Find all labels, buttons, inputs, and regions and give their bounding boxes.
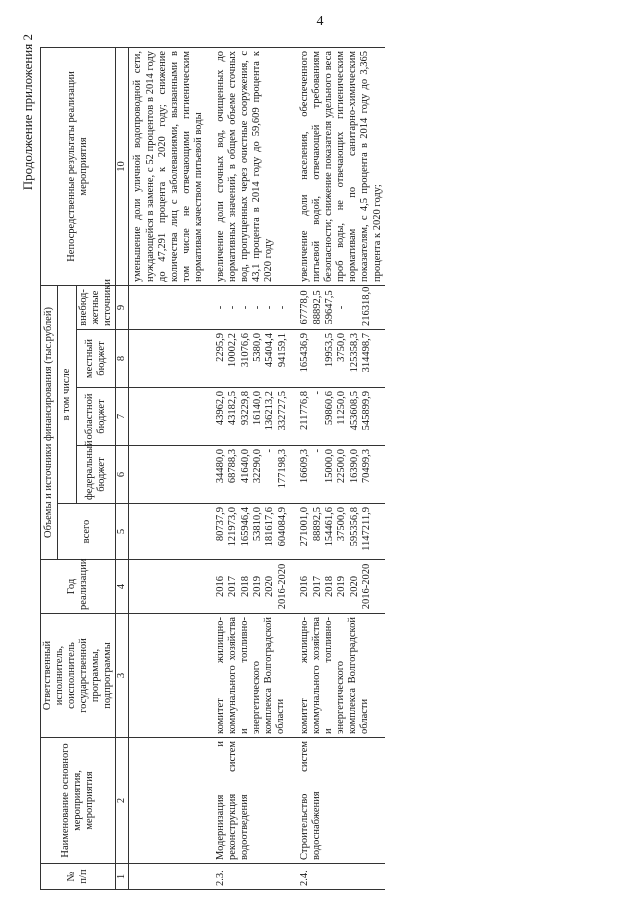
local-value: 125358,3 xyxy=(348,333,360,373)
total-value: 181617,6 xyxy=(264,507,276,547)
offbudget-value: - xyxy=(227,305,239,310)
federal-value: - xyxy=(311,449,323,453)
federal-value: 16390,0 xyxy=(348,449,360,484)
local-column xyxy=(212,330,290,388)
local-value: 10002,2 xyxy=(227,333,239,368)
federal-value: 15000,0 xyxy=(323,449,335,484)
column-number: 4 xyxy=(116,560,129,614)
year-value: 2017 xyxy=(227,576,239,597)
year-value: 2019 xyxy=(251,576,263,597)
federal-value: 16609,3 xyxy=(299,449,311,484)
regional-value: 93229,8 xyxy=(239,391,251,426)
page-number: 4 xyxy=(316,14,324,29)
federal-value: 70499,3 xyxy=(361,449,373,484)
year-column xyxy=(212,560,290,614)
total-column xyxy=(212,504,290,560)
regional-value: 43962,0 xyxy=(214,391,226,426)
year-value: 2020 xyxy=(264,576,276,597)
federal-value: 68788,3 xyxy=(227,449,239,484)
header-offbudget: внебюд-жетные источники xyxy=(77,285,116,329)
local-value: 314498,7 xyxy=(361,333,373,373)
regional-value: 16140,0 xyxy=(251,391,263,426)
offbudget-value: - xyxy=(251,305,263,310)
local-value: 45404,4 xyxy=(264,333,276,368)
year-value: 2018 xyxy=(239,576,251,597)
federal-value: 41640,0 xyxy=(239,449,251,484)
results-text: увеличение доли сточных вод, очищенных до нормативных значений, в общем объеме сточных вод, пропущенных через очистные сооружения, с 43,1 процента в 2014 году до 59,609 процента к 2020 году xyxy=(212,47,290,285)
column-number: 8 xyxy=(116,330,129,388)
total-value: 604084,9 xyxy=(276,507,288,547)
local-column xyxy=(296,330,384,388)
row-number: 2.4. xyxy=(296,864,384,890)
table-body xyxy=(116,47,385,889)
total-value: 165946,4 xyxy=(239,507,251,547)
column-number: 6 xyxy=(116,446,129,504)
total-value: 271001,0 xyxy=(299,507,311,547)
offbudget-value: - xyxy=(264,305,276,310)
header-local: местный бюджет xyxy=(77,330,116,388)
offbudget-value: - xyxy=(276,305,288,310)
header-federal: федеральный бюджет xyxy=(77,446,116,504)
column-number: 7 xyxy=(116,388,129,446)
offbudget-column xyxy=(212,285,290,329)
header-funding: Объемы и источники финансирования (тыс.рублей) xyxy=(41,285,58,559)
header-results: Непосредственные результаты реализации мероприятия xyxy=(41,47,116,285)
local-value xyxy=(312,333,324,384)
regional-value: - xyxy=(311,391,323,395)
column-number: 3 xyxy=(116,614,129,738)
header-name: Наименование основного мероприятия, мероприятия xyxy=(41,738,116,864)
offbudget-value: 59647,5 xyxy=(323,290,335,325)
column-number: 9 xyxy=(116,285,129,329)
offbudget-value: 67778,0 xyxy=(299,290,311,325)
federal-value: 34480,0 xyxy=(214,449,226,484)
year-value: 2017 xyxy=(311,576,323,597)
offbudget-value xyxy=(349,289,361,326)
measure-name: Модернизация и реконструкция систем водоотведения xyxy=(212,738,290,864)
total-value: 80737,9 xyxy=(214,507,226,542)
responsible-executor: комитет жилищно-коммунального хозяйства и топливно-энергетического комплекса Волгоградской области xyxy=(212,614,290,738)
regional-value: 545899,9 xyxy=(361,391,373,431)
offbudget-value: - xyxy=(239,305,251,310)
local-value: 2295,9 xyxy=(214,333,226,362)
federal-column xyxy=(212,446,290,504)
local-value: 19953,5 xyxy=(323,333,335,368)
federal-value: 177198,3 xyxy=(276,449,288,489)
header-year: Год реализации xyxy=(41,560,116,614)
federal-value: 22500,0 xyxy=(336,449,348,484)
local-value: 165436,9 xyxy=(299,333,311,373)
local-value: 3750,0 xyxy=(336,333,348,362)
year-value: 2018 xyxy=(323,576,335,597)
regional-value: 211776,8 xyxy=(299,391,311,430)
regional-column xyxy=(296,388,384,446)
regional-value: 59860,6 xyxy=(323,391,335,426)
funding-table xyxy=(40,47,385,890)
header-regional: областной бюджет xyxy=(77,388,116,446)
offbudget-column xyxy=(296,285,384,329)
table-row xyxy=(296,47,384,889)
total-column xyxy=(296,504,384,560)
local-value: 94159,1 xyxy=(276,333,288,368)
regional-value: 332727,5 xyxy=(276,391,288,431)
header-num: № п/п xyxy=(41,864,116,890)
federal-value: - xyxy=(264,449,276,453)
year-column xyxy=(296,560,384,614)
regional-value: 136213,2 xyxy=(264,391,276,431)
year-value: 2020 xyxy=(348,576,360,597)
offbudget-value: 216318,0 xyxy=(361,286,373,326)
header-including: в том числе xyxy=(58,285,77,503)
total-value: 121973,0 xyxy=(227,507,239,547)
offbudget-value: - xyxy=(214,305,226,310)
year-value: 2016-2020 xyxy=(276,563,288,610)
offbudget-value: 88892,5 xyxy=(311,290,323,325)
header-responsible: Ответственный исполнитель, соисполнитель государственной программы, подпрограммы xyxy=(41,614,116,738)
results-carryover: уменьшение доли уличной водопроводной сети, нуждающейся в замене, с 52 процентов в 2014 году до 47,291 процента к 2020 году; снижение количества лиц с заболеваниями, вызванными в том числе не отвечающими гигиеническим нормативам качеством питьевой воды xyxy=(129,47,206,285)
total-value: 1147211,9 xyxy=(361,507,373,551)
column-number-row xyxy=(116,47,129,889)
total-value: 37500,0 xyxy=(336,507,348,542)
rotated-page-content xyxy=(20,30,625,890)
results-text: увеличение доли населения, обеспеченного питьевой водой, отвечающей требованиям безопасности; снижение показателя удельного веса проб воды, не отвечающих гигиеническим нормативам по санитарно-химическим показателям, с 4,5 процента в 2014 году до 3,365 процента к 2020 году; xyxy=(296,47,384,285)
total-value: 154461,6 xyxy=(323,507,335,547)
offbudget-value: - xyxy=(336,305,348,310)
table-row xyxy=(212,47,290,889)
total-value: 595356,8 xyxy=(348,507,360,547)
regional-value: 11250,0 xyxy=(336,391,348,425)
local-value: 5380,0 xyxy=(251,333,263,362)
regional-value: 453608,5 xyxy=(348,391,360,431)
total-value: 88892,5 xyxy=(311,507,323,542)
responsible-executor: комитет жилищно-коммунального хозяйства и топливно-энергетического комплекса Волгоградской области xyxy=(296,614,384,738)
column-number: 5 xyxy=(116,504,129,560)
measure-name: Строительство систем водоснабжения xyxy=(296,738,384,864)
row-number: 2.3. xyxy=(212,864,290,890)
appendix-note: Продолжение приложения 2 xyxy=(20,34,35,191)
column-number: 2 xyxy=(116,738,129,864)
regional-column xyxy=(212,388,290,446)
year-value: 2016 xyxy=(214,576,226,597)
federal-value: 32290,0 xyxy=(251,449,263,484)
total-value: 53810,0 xyxy=(251,507,263,542)
year-value: 2016-2020 xyxy=(361,563,373,610)
column-number: 1 xyxy=(116,864,129,890)
federal-column xyxy=(296,446,384,504)
column-number: 10 xyxy=(116,47,129,285)
year-value: 2019 xyxy=(336,576,348,597)
regional-value: 43182,5 xyxy=(227,391,239,426)
local-value: 31076,6 xyxy=(239,333,251,368)
table-row-carryover xyxy=(129,47,206,889)
header-total: всего xyxy=(58,504,116,560)
year-value: 2016 xyxy=(299,576,311,597)
